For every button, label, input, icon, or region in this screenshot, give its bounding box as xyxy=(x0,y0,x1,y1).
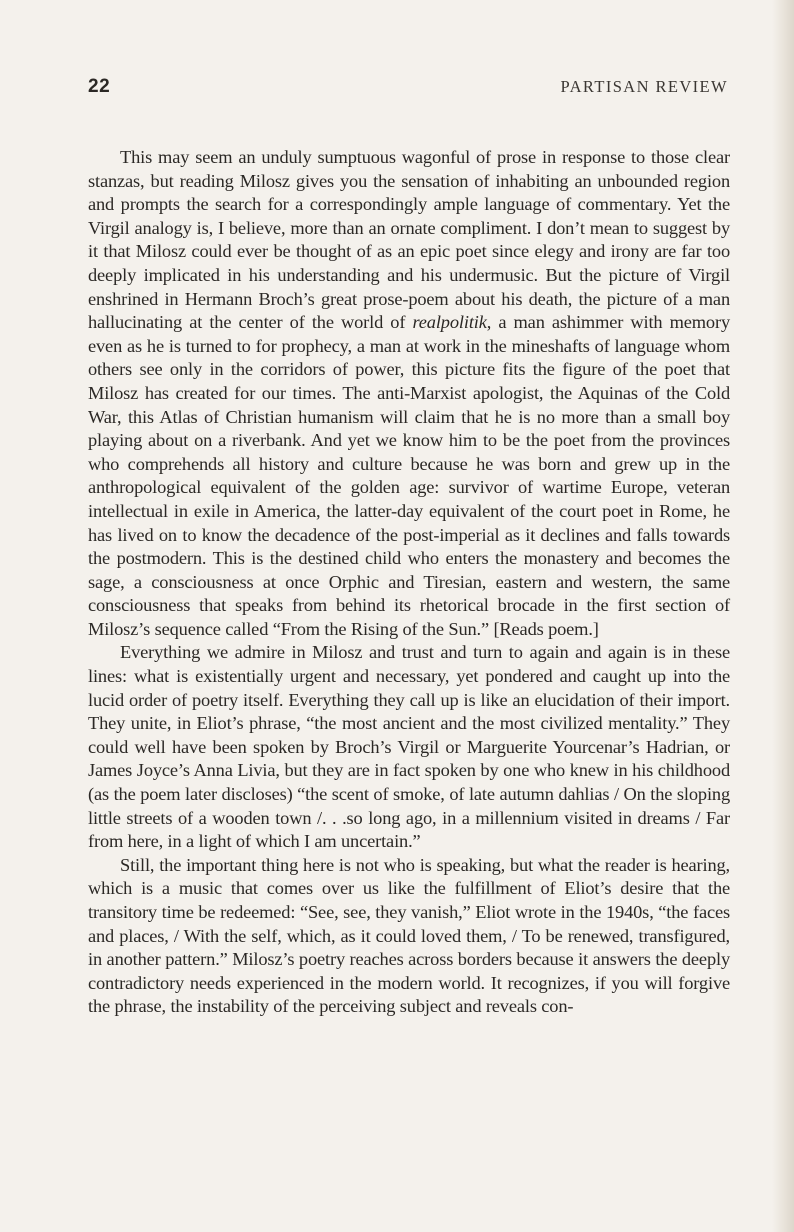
article-body xyxy=(88,146,730,1019)
paragraph-2: Everything we admire in Milosz and trust and turn to again and again is in these lines: what is existentially urgent and necessary, yet pondered and caught up into the lucid order of poetry itself. Everything they call up is like an elucidation of their import. They unite, in Eliot’s phrase, “the most ancient and the most civilized mentality.” They could well have been spoken by Broch’s Virgil or Marguerite Yourcenar’s Hadrian, or James Joyce’s Anna Livia, but they are in fact spoken by one who knew in his childhood (as the poem later discloses) “the scent of smoke, of late autumn dahlias / On the sloping little streets of a wooden town /. . .so long ago, in a millennium visited in dreams / Far from here, in a light of which I am uncertain.” xyxy=(88,642,730,852)
page-edge-shadow xyxy=(772,0,794,1232)
paragraph-3: Still, the important thing here is not who is speaking, but what the reader is hearing, which is a music that comes over us like the fulfillment of Eliot’s desire that the transitory time be redeemed: “See, see, they vanish,” Eliot wrote in the 1940s, “the faces and places, / With the self, which, as it could loved them, / To be renewed, transfigured, in another pattern.” Milosz’s poetry reaches across borders because it answers the deeply contradictory needs experienced in the modern world. It recognizes, if you will forgive the phrase, the instability of the perceiving subject and reveals con- xyxy=(88,854,730,1017)
paragraph-1-text-b: , a man ashimmer with memory even as he is turned to for prophecy, a man at work in the mineshafts of language whom others see only in the corridors of power, this picture fits the figure of the poet that Milosz has created for our times. The anti-Marxist apologist, the Aquinas of the Cold War, this Atlas of Christian humanism will claim that he is no more than a small boy playing about on a riverbank. And yet we know him to be the poet from the provinces who comprehends all history and culture because he was born and grew up in the anthropological equivalent of the golden age: survivor of wartime Europe, veteran intellectual in exile in America, the latter-day equivalent of the court poet in Rome, he has lived on to know the decadence of the post-imperial as it declines and falls towards the postmodern. This is the destined child who enters the monastery and becomes the sage, a consciousness at once Orphic and Tiresian, eastern and western, the same consciousness that speaks from behind its rhetorical brocade in the first section of Milosz’s sequence called “From the Rising of the Sun.” [Reads poem.] xyxy=(88,312,730,639)
paragraph-1 xyxy=(88,146,730,641)
running-head xyxy=(88,76,728,102)
paragraph-1-text-a: This may seem an unduly sumptuous wagonful of prose in response to those clear stanzas, but reading Milosz gives you the sensation of inhabiting an unbounded region and prompts the search for a correspondingly ample language of commentary. Yet the Virgil analogy is, I believe, more than an ornate compliment. I don’t mean to suggest by it that Milosz could ever be thought of as an epic poet since elegy and irony are far too deeply implicated in his understanding and his undermusic. But the picture of Virgil enshrined in Hermann Broch’s great prose-poem about his death, the picture of a man hallucinating at the center of the world of xyxy=(88,147,730,333)
paragraph-1-italic-term: realpolitik xyxy=(412,312,487,333)
page-number: 22 xyxy=(88,76,111,97)
journal-title: PARTISAN REVIEW xyxy=(560,77,728,96)
